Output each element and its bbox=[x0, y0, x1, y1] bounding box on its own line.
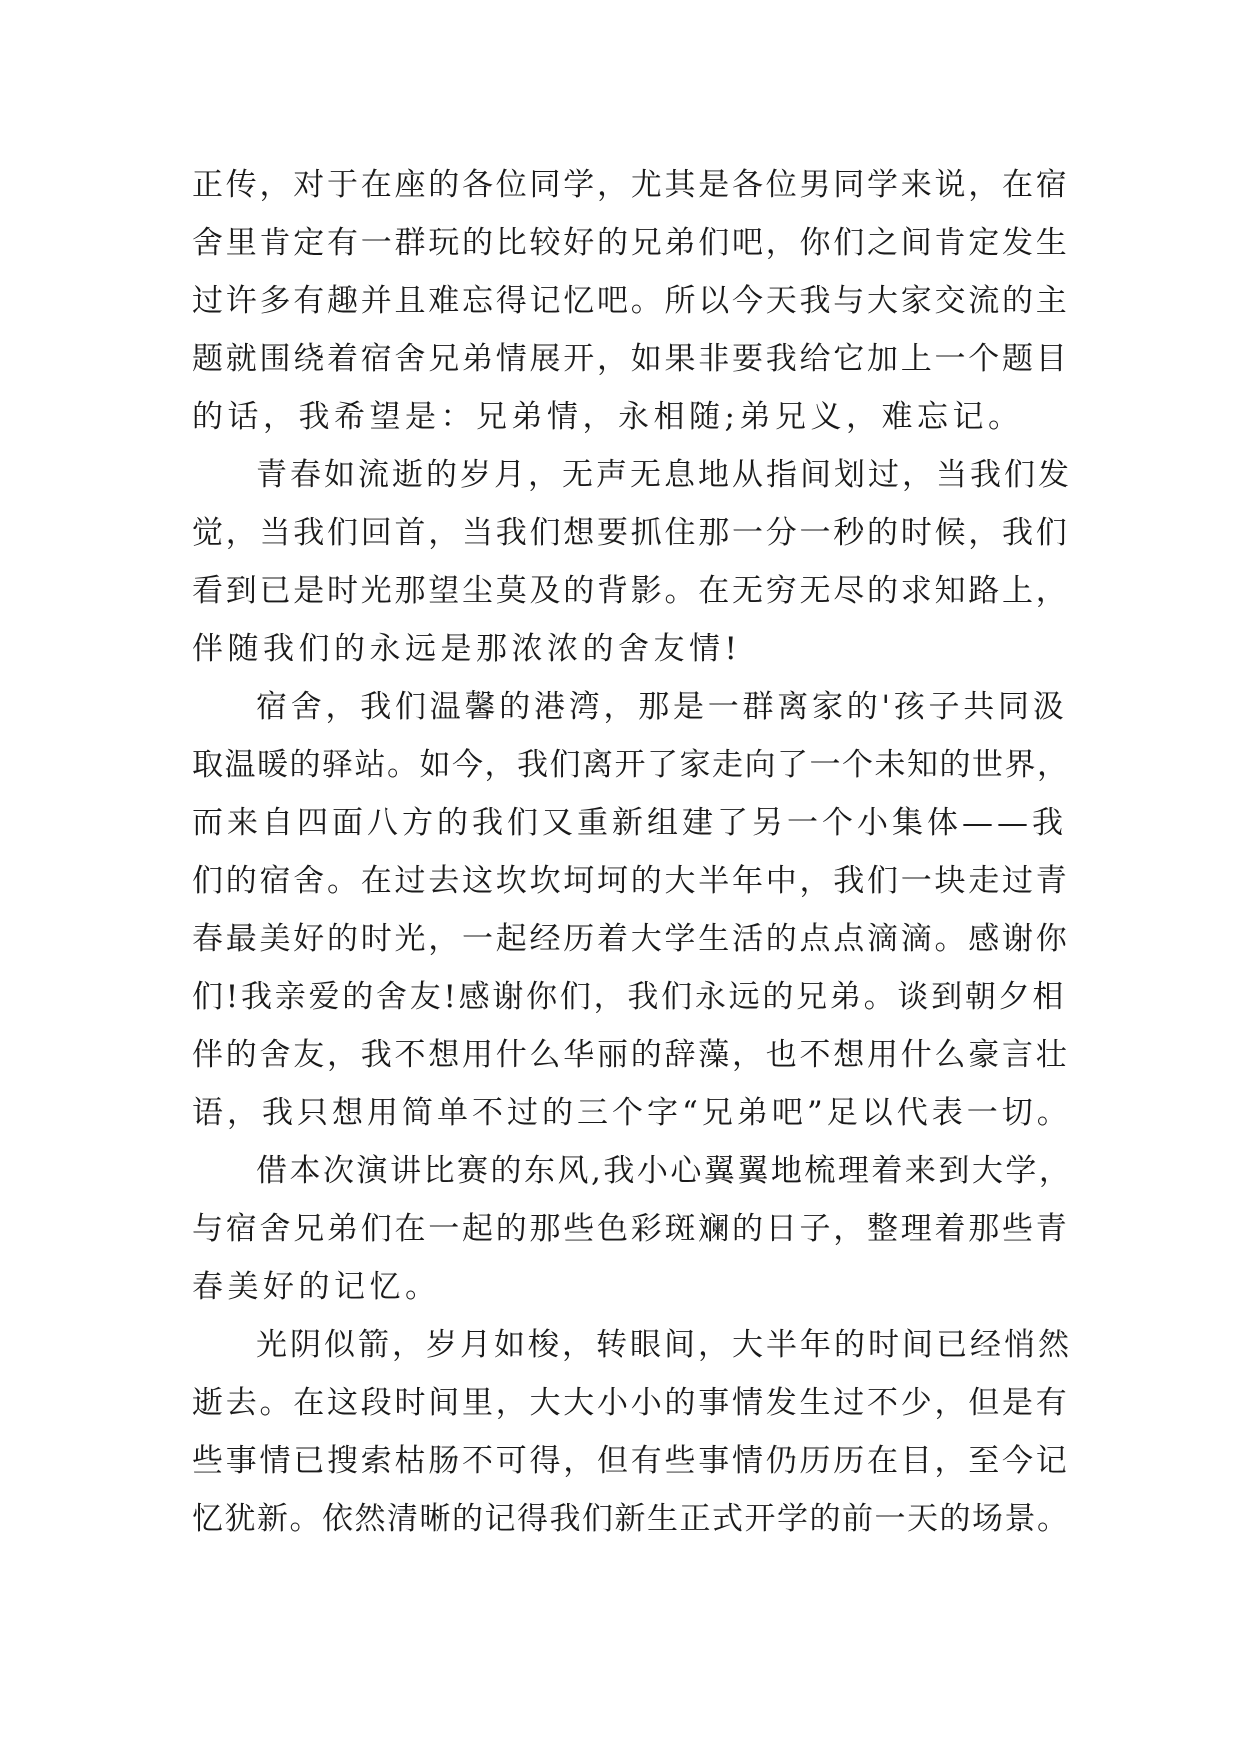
paragraph-first-line: 宿舍，我们温馨的港湾，那是一群离家的'孩子共同汲 bbox=[256, 689, 1068, 725]
text-line: 忆犹新。依然清晰的记得我们新生正式开学的前一天的场景。 bbox=[192, 1501, 1070, 1537]
text-line: 的话，我希望是：兄弟情，永相随;弟兄义，难忘记。 bbox=[192, 399, 1024, 435]
text-line: 逝去。在这段时间里，大大小小的事情发生过不少，但是有 bbox=[192, 1385, 1070, 1421]
text-line: 们!我亲爱的舍友!感谢你们，我们永远的兄弟。谈到朝夕相 bbox=[192, 979, 1067, 1015]
text-line: 伴的舍友，我不想用什么华丽的辞藻，也不想用什么豪言壮 bbox=[192, 1037, 1070, 1073]
text-line: 舍里肯定有一群玩的比较好的兄弟们吧，你们之间肯定发生 bbox=[192, 225, 1070, 261]
text-line: 觉，当我们回首，当我们想要抓住那一分一秒的时候，我们 bbox=[192, 515, 1070, 551]
text-line: 语，我只想用简单不过的三个字“兄弟吧”足以代表一切。 bbox=[192, 1095, 1072, 1131]
text-line: 取温暖的驿站。如今，我们离开了家走向了一个未知的世界， bbox=[192, 747, 1070, 783]
text-line: 而来自四面八方的我们又重新组建了另一个小集体——我 bbox=[192, 805, 1067, 841]
text-line: 与宿舍兄弟们在一起的那些色彩斑斓的日子，整理着那些青 bbox=[192, 1211, 1070, 1247]
text-line: 过许多有趣并且难忘得记忆吧。所以今天我与大家交流的主 bbox=[192, 283, 1070, 319]
text-line: 们的宿舍。在过去这坎坎坷坷的大半年中，我们一块走过青 bbox=[192, 863, 1070, 899]
text-line: 伴随我们的永远是那浓浓的舍友情! bbox=[192, 631, 742, 667]
document-body bbox=[192, 156, 1072, 1548]
text-line: 题就围绕着宿舍兄弟情展开，如果非要我给它加上一个题目 bbox=[192, 341, 1070, 377]
text-line: 春美好的记忆。 bbox=[192, 1269, 441, 1305]
paragraph-first-line: 光阴似箭，岁月如梭，转眼间，大半年的时间已经悄然 bbox=[256, 1327, 1072, 1363]
text-line: 些事情已搜索枯肠不可得，但有些事情仍历历在目，至今记 bbox=[192, 1443, 1070, 1479]
text-line: 正传，对于在座的各位同学，尤其是各位男同学来说，在宿 bbox=[192, 167, 1070, 203]
text-line: 春最美好的时光，一起经历着大学生活的点点滴滴。感谢你 bbox=[192, 921, 1070, 957]
paragraph-first-line: 青春如流逝的岁月，无声无息地从指间划过，当我们发 bbox=[256, 457, 1072, 493]
text-line: 看到已是时光那望尘莫及的背影。在无穷无尽的求知路上， bbox=[192, 573, 1070, 609]
paragraph-first-line: 借本次演讲比赛的东风,我小心翼翼地梳理着来到大学， bbox=[256, 1153, 1073, 1189]
